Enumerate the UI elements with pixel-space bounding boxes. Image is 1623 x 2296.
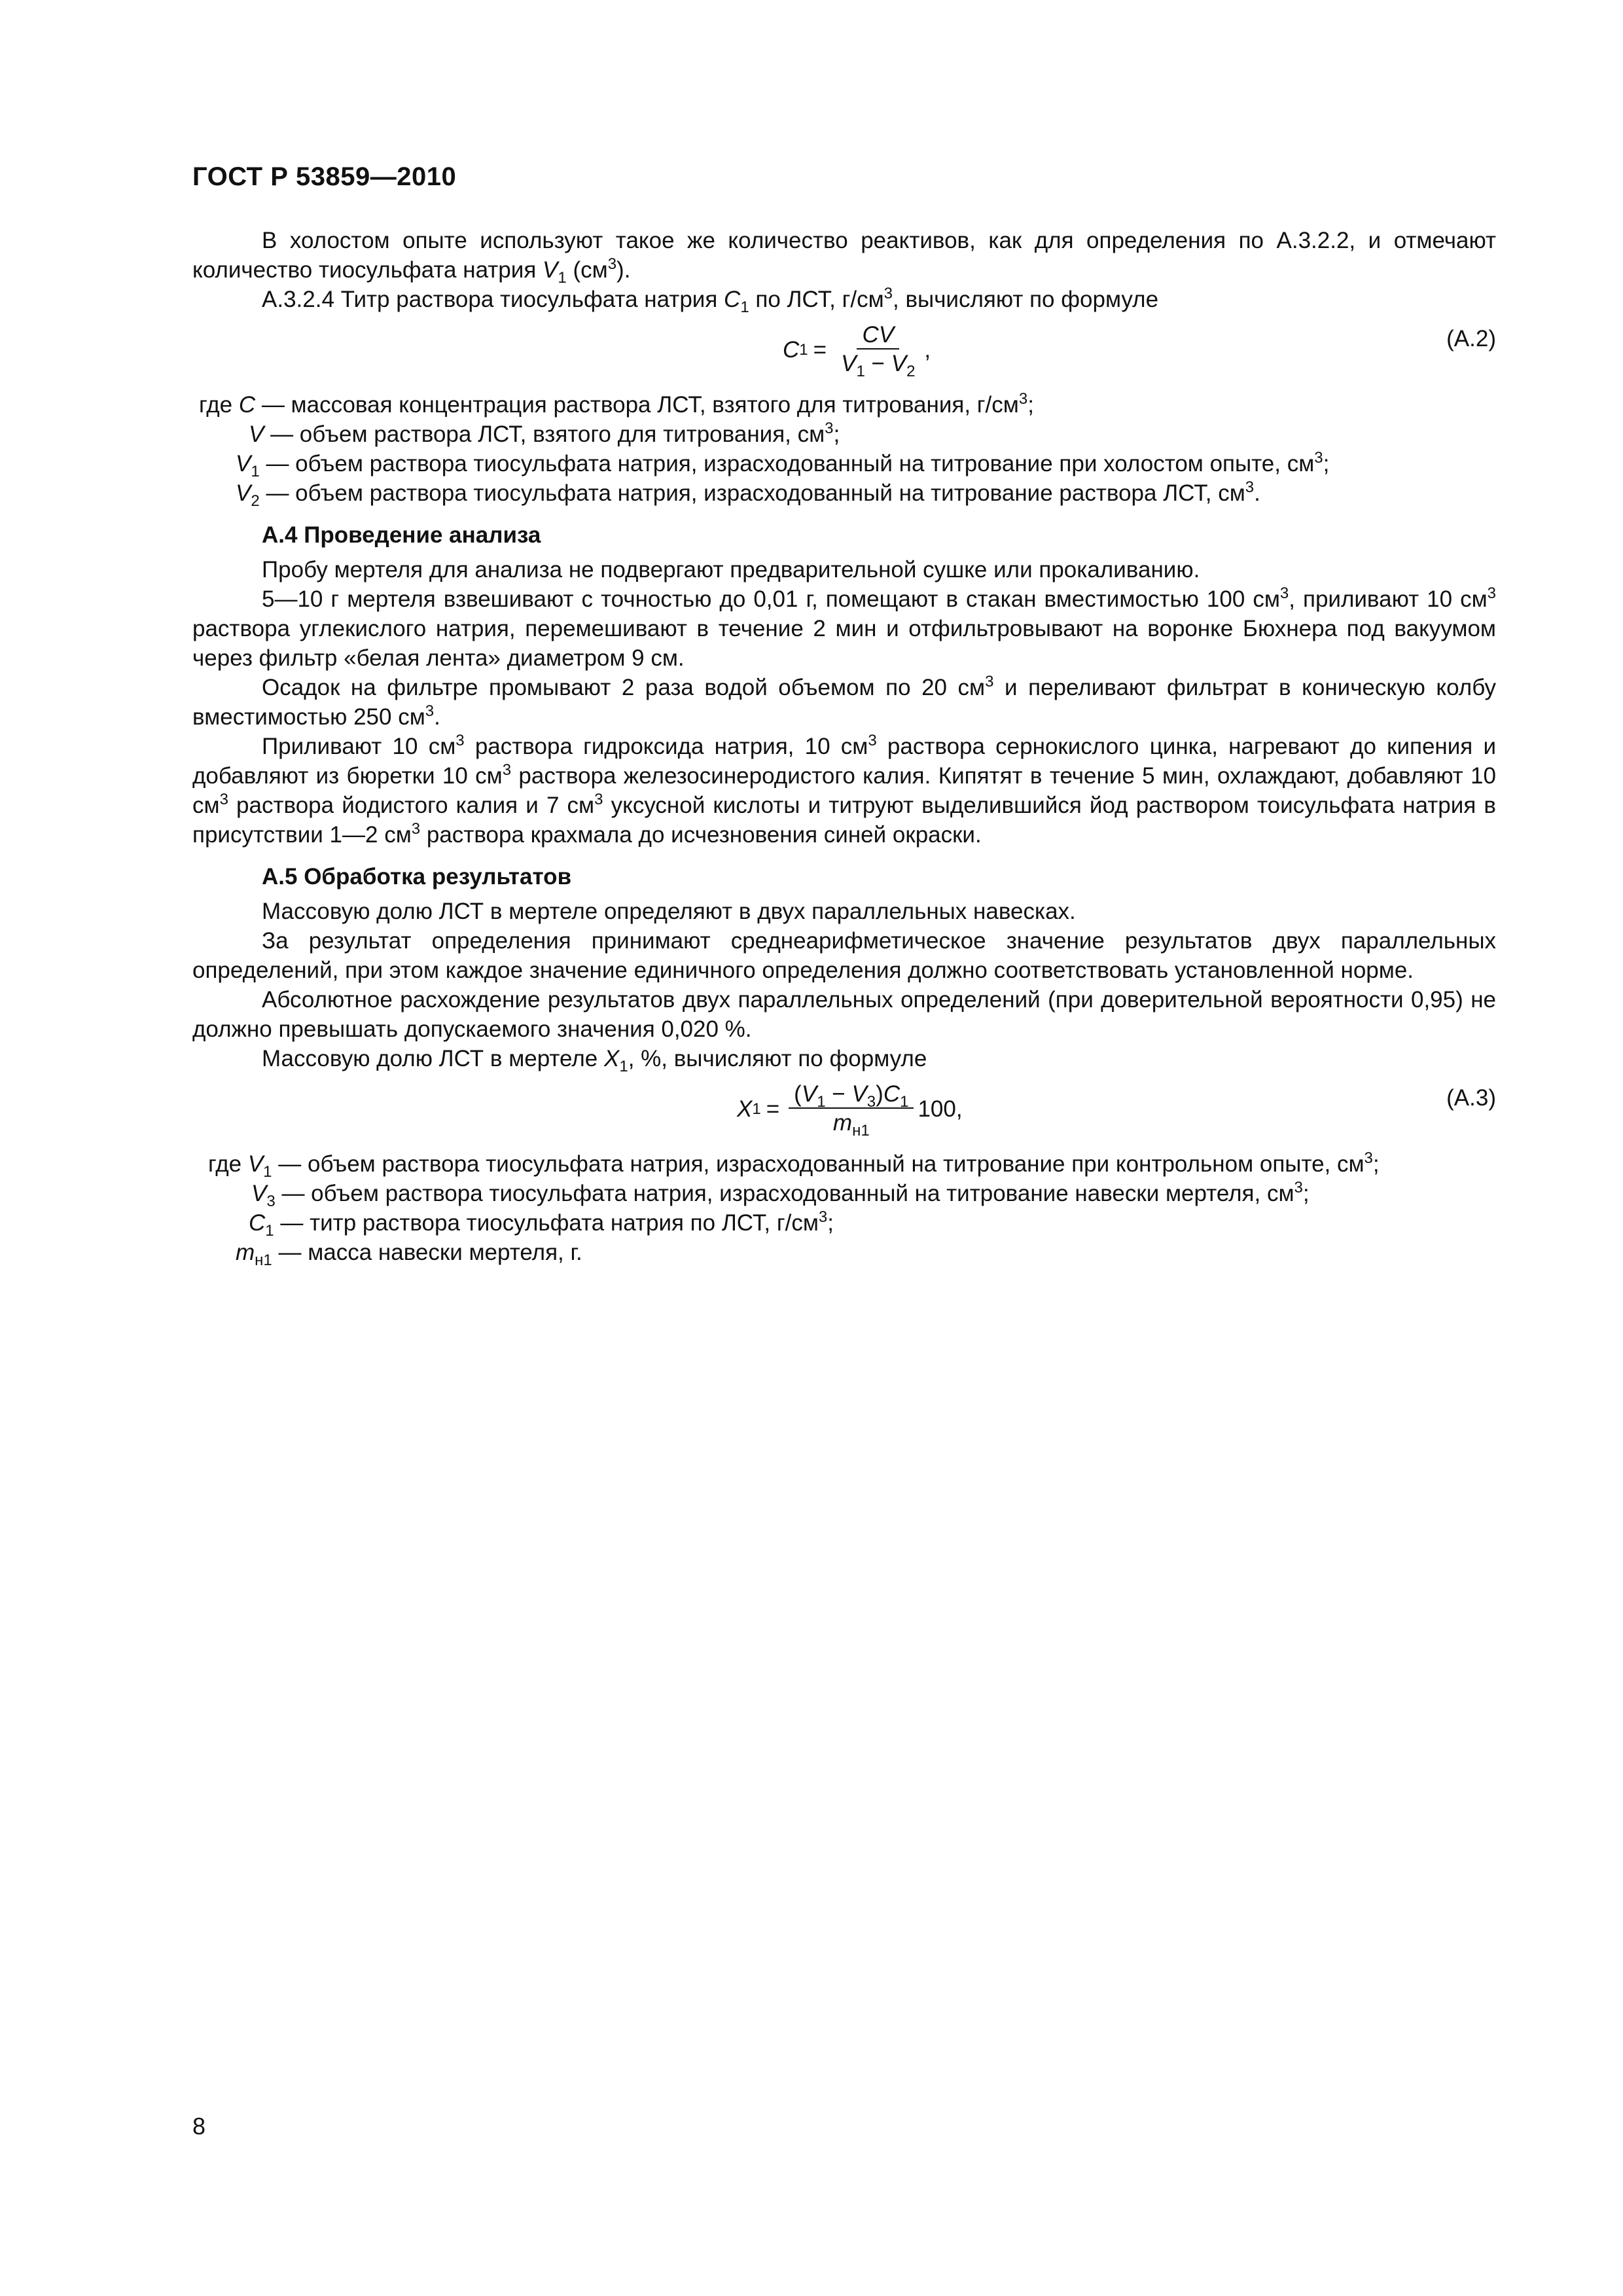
paragraph: Осадок на фильтре промывают 2 раза водой объемом по 20 $см^3$ и переливают фильтрат в коническую колбу вместимостью 250 $см^3$. xyxy=(192,673,1496,730)
fraction: $\frac{(V_1 - V_3)C_1}{m_{н1}}$ xyxy=(789,1081,914,1138)
paragraph: Массовую долю ЛСТ в мертеле $X_1$, %, вычисляют по формуле xyxy=(262,1046,927,1075)
paragraph-a324: А.3.2.4 Титр раствора тиосульфата натрия $C_1$ по ЛСТ, $г/см^3$, вычисляют по формуле xyxy=(262,285,1159,316)
paragraph: Массовую долю ЛСТ в мертеле определяют в двух параллельных навесках. xyxy=(262,899,1076,924)
page-number: 8 xyxy=(192,2113,206,2140)
paragraph: Приливают 10 $см^3$ раствора гидроксида натрия, 10 $см^3$ раствора сернокислого цинка, нагревают до кипения и добавляют из бюретки 10 $см^3$ раствора железосинеродистого калия. Кипятят в течение 5 мин, охлаждают, добавляют 10 $см^3$ раствора йодистого калия и 7 $см^3$ уксусной кислоты и титруют выделившийся йод раствором тоисульфата натрия в присутствии 1—2 $см^3$ раствора крахмала до исчезновения синей окраски. xyxy=(192,732,1497,848)
definitions-a2 xyxy=(192,390,1496,508)
paragraph: Пробу мертеля для анализа не подвергают предварительной сушке или прокаливанию. xyxy=(262,557,1200,583)
paragraph: 5—10 г мертеля взвешивают с точностью до 0,01 г, помещают в стакан вместимостью 100 $см^3$, приливают 10 $см^3$ раствора углекислого натрия, перемешивают в течение 2 мин и отфильтровывают на воронке Бюхнера под вакуумом через фильтр «белая лента» диаметром 9 см. xyxy=(192,584,1497,671)
definition-line: $m_{н1}$ — масса навески мертеля, г. xyxy=(236,1240,582,1269)
formula-a3: X 1 = $\frac{(V_1 - V_3)C_1}{m_{н1}}$ 100, (А.3) xyxy=(737,1081,1496,1139)
definition-line: $V_1$ — объем раствора тиосульфата натрия, израсходованный на титрование при холостом опыте, $см^3$; xyxy=(236,449,1330,480)
definition-line: где $V_1$ — объем раствора тиосульфата натрия, израсходованный на титрование при контрольном опыте, $см^3$; xyxy=(208,1149,1380,1181)
page-body xyxy=(192,226,1496,1267)
definition-line: где C — массовая концентрация раствора ЛСТ, взятого для титрования, $г/см^3$; xyxy=(199,390,1034,418)
formula-number: (А.3) xyxy=(1446,1085,1496,1111)
definition-line: $V_2$ — объем раствора тиосульфата натрия, израсходованный на титрование раствора ЛСТ, $см^3$. xyxy=(236,478,1260,510)
fraction: $\frac{CV}{V_1 - V_2}$ xyxy=(841,322,916,380)
paragraph-blank-test: В холостом опыте используют такое же количество реактивов, как для определения по А.3.2.2, и отмечают количество тиосульфата натрия $V_1$ $(см^3)$. xyxy=(192,228,1496,287)
formula-a2: C 1 = $\frac{CV}{V_1 - V_2}$ , (А.2) xyxy=(783,322,1496,380)
paragraph: Абсолютное расхождение результатов двух параллельных определений (при доверительной вероятности 0,95) не должно превышать допускаемого значения 0,020 %. xyxy=(192,987,1496,1042)
paragraph: За результат определения принимают среднеарифметическое значение результатов двух параллельных определений, при этом каждое значение единичного определения должно соответствовать установленной норме. xyxy=(192,928,1496,983)
section-heading-a5: А.5 Обработка результатов xyxy=(262,864,572,889)
document-header: ГОСТ Р 53859—2010 xyxy=(192,162,457,191)
definition-line: $C_1$ — титр раствора тиосульфата натрия по ЛСТ, $г/см^3$; xyxy=(249,1208,834,1240)
definitions-a3 xyxy=(192,1149,1496,1267)
definition-line: $V_3$ — объем раствора тиосульфата натрия, израсходованный на титрование навески мертеля, $см^3$; xyxy=(251,1179,1310,1210)
formula-number: (А.2) xyxy=(1446,326,1496,351)
section-heading-a4: А.4 Проведение анализа xyxy=(262,522,541,548)
definition-line: V — объем раствора ЛСТ, взятого для титрования, $см^3$; xyxy=(249,420,840,447)
